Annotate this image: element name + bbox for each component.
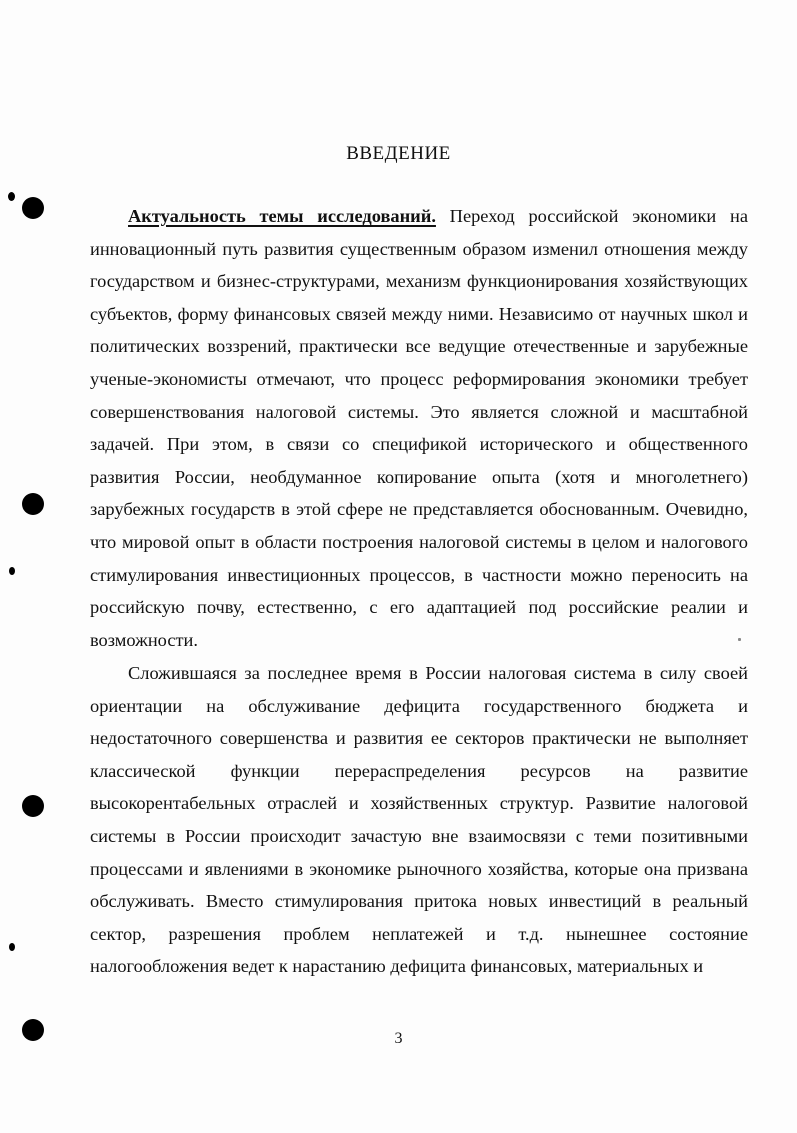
paragraph-tax-system xyxy=(90,657,748,983)
binding-hole xyxy=(22,795,44,817)
scan-speck xyxy=(9,567,15,575)
scan-speck xyxy=(9,943,15,951)
paragraph-text xyxy=(90,200,748,656)
paragraph-text: Сложившаяся за последнее время в России налоговая система в силу своей ориентации на обслуживание дефицита государственного бюджета и недостаточного совершенства и развития ее секторов практически не выполняет классической функции перераспределения ресурсов на развитие высокорентабельных отраслей и хозяйственных структур. Развитие налоговой системы в России происходит зачастую вне взаимосвязи с теми позитивными процессами и явлениями в экономике рыночного хозяйства, которые она призвана обслуживать. Вместо стимулирования притока новых инвестиций в реальный сектор, разрешения проблем неплатежей и т.д. нынешнее состояние налогообложения ведет к нарастанию дефицита финансовых, материальных и xyxy=(90,663,748,977)
paragraph-body: Переход российской экономики на инновационный путь развития существенным образом изменил отношения между государством и бизнес-структурами, механизм функционирования хозяйствующих субъектов, форму финансовых связей между ними. Независимо от научных школ и политических воззрений, практически все ведущие отечественные и зарубежные ученые-экономисты отмечают, что процесс реформирования экономики требует совершенствования налоговой системы. Это является сложной и масштабной задачей. При этом, в связи со спецификой исторического и общественного развития России, необдуманное копирование опыта (хотя и многолетнего) зарубежных государств в этой сфере не представляется обоснованным. Очевидно, что мировой опыт в области построения налоговой системы в целом и налогового стимулирования инвестиционных процессов, в частности можно переносить на российскую почву, естественно, с его адаптацией под российские реалии и возможности. xyxy=(90,206,748,650)
binding-hole xyxy=(22,197,44,219)
binding-hole xyxy=(22,493,44,515)
page-number: 3 xyxy=(394,1030,403,1047)
section-lead-title: Актуальность темы исследований. xyxy=(128,206,436,226)
paragraph-relevance xyxy=(90,200,748,656)
scan-speck xyxy=(8,192,15,201)
page-title: ВВЕДЕНИЕ xyxy=(346,143,451,164)
